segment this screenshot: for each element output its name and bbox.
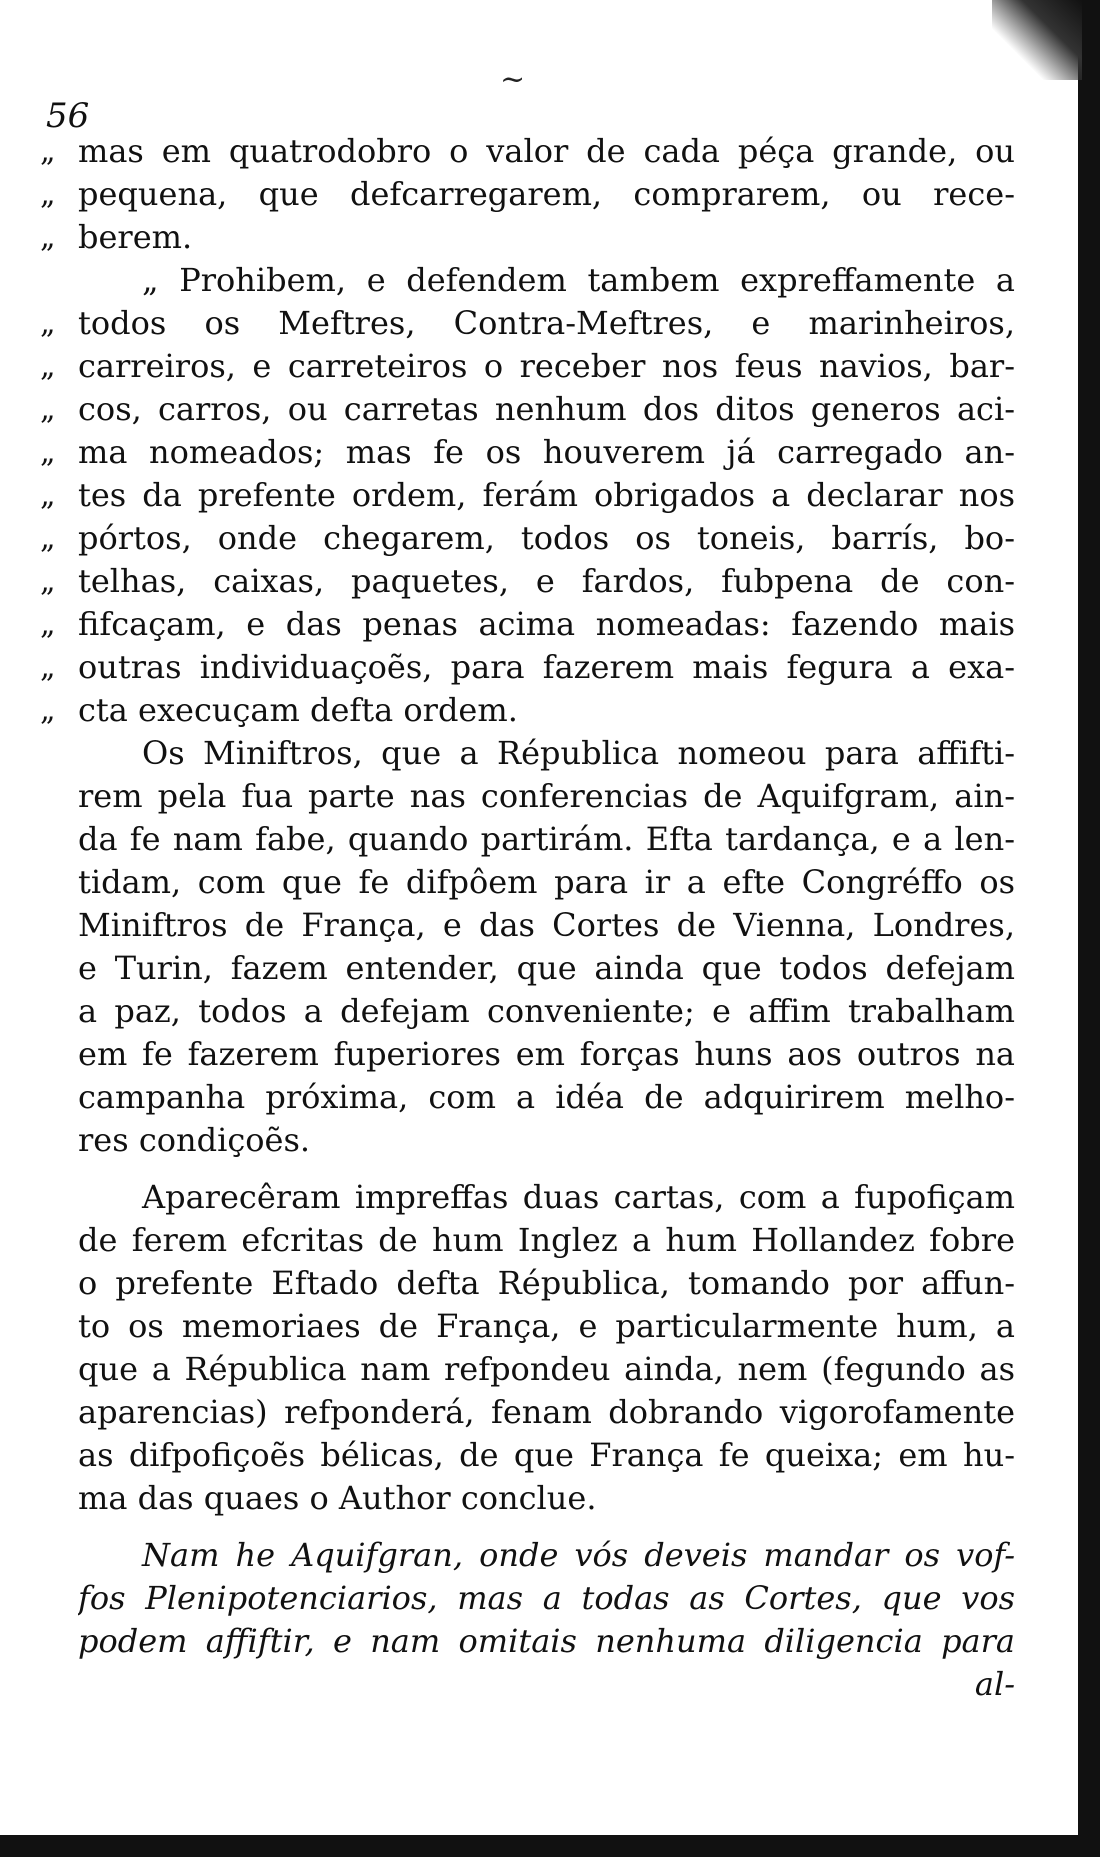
quote-mark <box>40 732 78 775</box>
text-line <box>40 517 1015 560</box>
line-text: podem affiftir, e nam omitais nenhuma diligencia para <box>78 1622 1015 1660</box>
line-text: aparencias) refponderá, fenam dobrando vigorofamente <box>78 1393 1015 1431</box>
line-text: cos, carros, ou carretas nenhum dos ditos generos aci- <box>78 390 1015 428</box>
text-line <box>40 388 1015 431</box>
quote-mark: „ <box>40 521 56 556</box>
text-line <box>40 431 1015 474</box>
text-line <box>40 345 1015 388</box>
line-text: de ferem efcritas de hum Inglez a hum Hollandez fobre <box>78 1221 1015 1259</box>
line-text: em fe fazerem fuperiores em forças huns aos outros na <box>78 1035 1015 1073</box>
text-block <box>40 130 1015 1706</box>
line-text: al- <box>974 1665 1015 1703</box>
quote-mark: „ <box>40 650 56 685</box>
text-line <box>40 1262 1015 1305</box>
line-text: campanha próxima, com a idéa de adquirirem melho- <box>78 1078 1015 1116</box>
text-line <box>40 689 1015 732</box>
quote-mark: „ <box>40 693 56 728</box>
quote-mark <box>40 1477 78 1520</box>
quote-mark <box>40 1434 78 1477</box>
text-line <box>40 818 1015 861</box>
text-line <box>40 1076 1015 1119</box>
quote-mark <box>40 947 78 990</box>
page-edge-right <box>1078 0 1100 1857</box>
line-text: telhas, caixas, paquetes, e fardos, fubpena de con- <box>78 562 1015 600</box>
text-line <box>40 1534 1015 1577</box>
text-line <box>40 775 1015 818</box>
text-line <box>40 1176 1015 1219</box>
text-line <box>40 861 1015 904</box>
quote-mark: „ <box>40 177 56 212</box>
text-line <box>40 1033 1015 1076</box>
quote-mark <box>40 259 78 302</box>
text-line <box>40 947 1015 990</box>
line-text: fos Plenipotenciarios, mas a todas as Cortes, que vos <box>78 1579 1015 1617</box>
quote-mark <box>40 1176 78 1219</box>
quote-mark <box>40 1262 78 1305</box>
quote-mark <box>40 1663 78 1706</box>
quote-mark <box>40 818 78 861</box>
text-line <box>40 1391 1015 1434</box>
line-text: rem pela fua parte nas conferencias de Aquifgram, ain- <box>78 777 1015 815</box>
line-text: tes da prefente ordem, ferám obrigados a declarar nos <box>78 476 1015 514</box>
quote-mark: „ <box>40 478 56 513</box>
quote-mark <box>40 1305 78 1348</box>
quote-mark: „ <box>40 435 56 470</box>
stray-mark: ~ <box>500 62 526 97</box>
line-text: berem. <box>78 218 193 256</box>
text-line <box>40 216 1015 259</box>
quote-mark <box>40 1534 78 1577</box>
text-line <box>40 1219 1015 1262</box>
text-line <box>40 1119 1015 1162</box>
line-text: Aparecêram impreffas duas cartas, com a fupofiçam <box>142 1178 1015 1216</box>
text-line <box>40 1305 1015 1348</box>
page-number: 56 <box>46 96 90 136</box>
line-text: „ Prohibem, e defendem tambem expreffamente a <box>142 261 1015 299</box>
text-line <box>40 1577 1015 1620</box>
text-line <box>40 603 1015 646</box>
line-text: fifcaçam, e das penas acima nomeadas: fazendo mais <box>78 605 1015 643</box>
quote-mark <box>40 861 78 904</box>
line-text: o prefente Eftado defta Républica, tomando por affun- <box>78 1264 1015 1302</box>
line-text: cta execuçam defta ordem. <box>78 691 518 729</box>
line-text: ma das quaes o Author conclue. <box>78 1479 597 1517</box>
quote-mark <box>40 1391 78 1434</box>
text-line <box>40 560 1015 603</box>
quote-mark <box>40 1033 78 1076</box>
line-text: todos os Meftres, Contra-Meftres, e marinheiros, <box>78 304 1015 342</box>
text-line <box>40 904 1015 947</box>
text-line <box>40 1663 1015 1706</box>
line-text: Miniftros de França, e das Cortes de Vienna, Londres, <box>78 906 1015 944</box>
line-text: Os Miniftros, que a Républica nomeou para affifti- <box>142 734 1015 772</box>
line-text: as difpofiçoẽs bélicas, de que França fe queixa; em hu- <box>78 1436 1015 1474</box>
quote-mark: „ <box>40 607 56 642</box>
quote-mark <box>40 904 78 947</box>
text-line <box>40 1348 1015 1391</box>
line-text: tidam, com que fe difpôem para ir a efte Congréffo os <box>78 863 1015 901</box>
line-text: e Turin, fazem entender, que ainda que todos defejam <box>78 949 1015 987</box>
corner-shadow <box>992 0 1082 80</box>
line-text: que a Républica nam refpondeu ainda, nem (fegundo as <box>78 1350 1015 1388</box>
quote-mark <box>40 990 78 1033</box>
paragraph-gap <box>40 1520 1015 1534</box>
page-edge-bottom <box>0 1835 1100 1857</box>
quote-mark <box>40 1620 78 1663</box>
line-text: pequena, que defcarregarem, comprarem, ou rece- <box>78 175 1015 213</box>
line-text: mas em quatrodobro o valor de cada péça grande, ou <box>78 132 1015 170</box>
quote-mark: „ <box>40 392 56 427</box>
line-text: da fe nam fabe, quando partirám. Efta tardança, e a len- <box>78 820 1015 858</box>
line-text: a paz, todos a defejam conveniente; e affim trabalham <box>78 992 1015 1030</box>
paragraph-gap <box>40 1162 1015 1176</box>
text-line <box>40 1477 1015 1520</box>
quote-mark: „ <box>40 564 56 599</box>
line-text: pórtos, onde chegarem, todos os toneis, barrís, bo- <box>78 519 1015 557</box>
text-line <box>40 474 1015 517</box>
line-text: res condiçoẽs. <box>78 1121 311 1159</box>
quote-mark: „ <box>40 349 56 384</box>
quote-mark: „ <box>40 134 56 169</box>
quote-mark: „ <box>40 220 56 255</box>
quote-mark <box>40 1119 78 1162</box>
line-text: ma nomeados; mas fe os houverem já carregado an- <box>78 433 1015 471</box>
text-line <box>40 1620 1015 1663</box>
line-text: carreiros, e carreteiros o receber nos feus navios, bar- <box>78 347 1015 385</box>
quote-mark <box>40 775 78 818</box>
quote-mark <box>40 1219 78 1262</box>
quote-mark <box>40 1348 78 1391</box>
quote-mark <box>40 1076 78 1119</box>
text-line <box>40 302 1015 345</box>
text-line <box>40 1434 1015 1477</box>
line-text: to os memoriaes de França, e particularmente hum, a <box>78 1307 1015 1345</box>
text-line <box>40 173 1015 216</box>
text-line <box>40 646 1015 689</box>
quote-mark <box>40 1577 78 1620</box>
line-text: outras individuaçoẽs, para fazerem mais fegura a exa- <box>78 648 1015 686</box>
quote-mark: „ <box>40 306 56 341</box>
text-line <box>40 130 1015 173</box>
text-line <box>40 259 1015 302</box>
line-text: Nam he Aquifgran, onde vós deveis mandar os vof- <box>142 1536 1015 1574</box>
text-line <box>40 732 1015 775</box>
text-line <box>40 990 1015 1033</box>
